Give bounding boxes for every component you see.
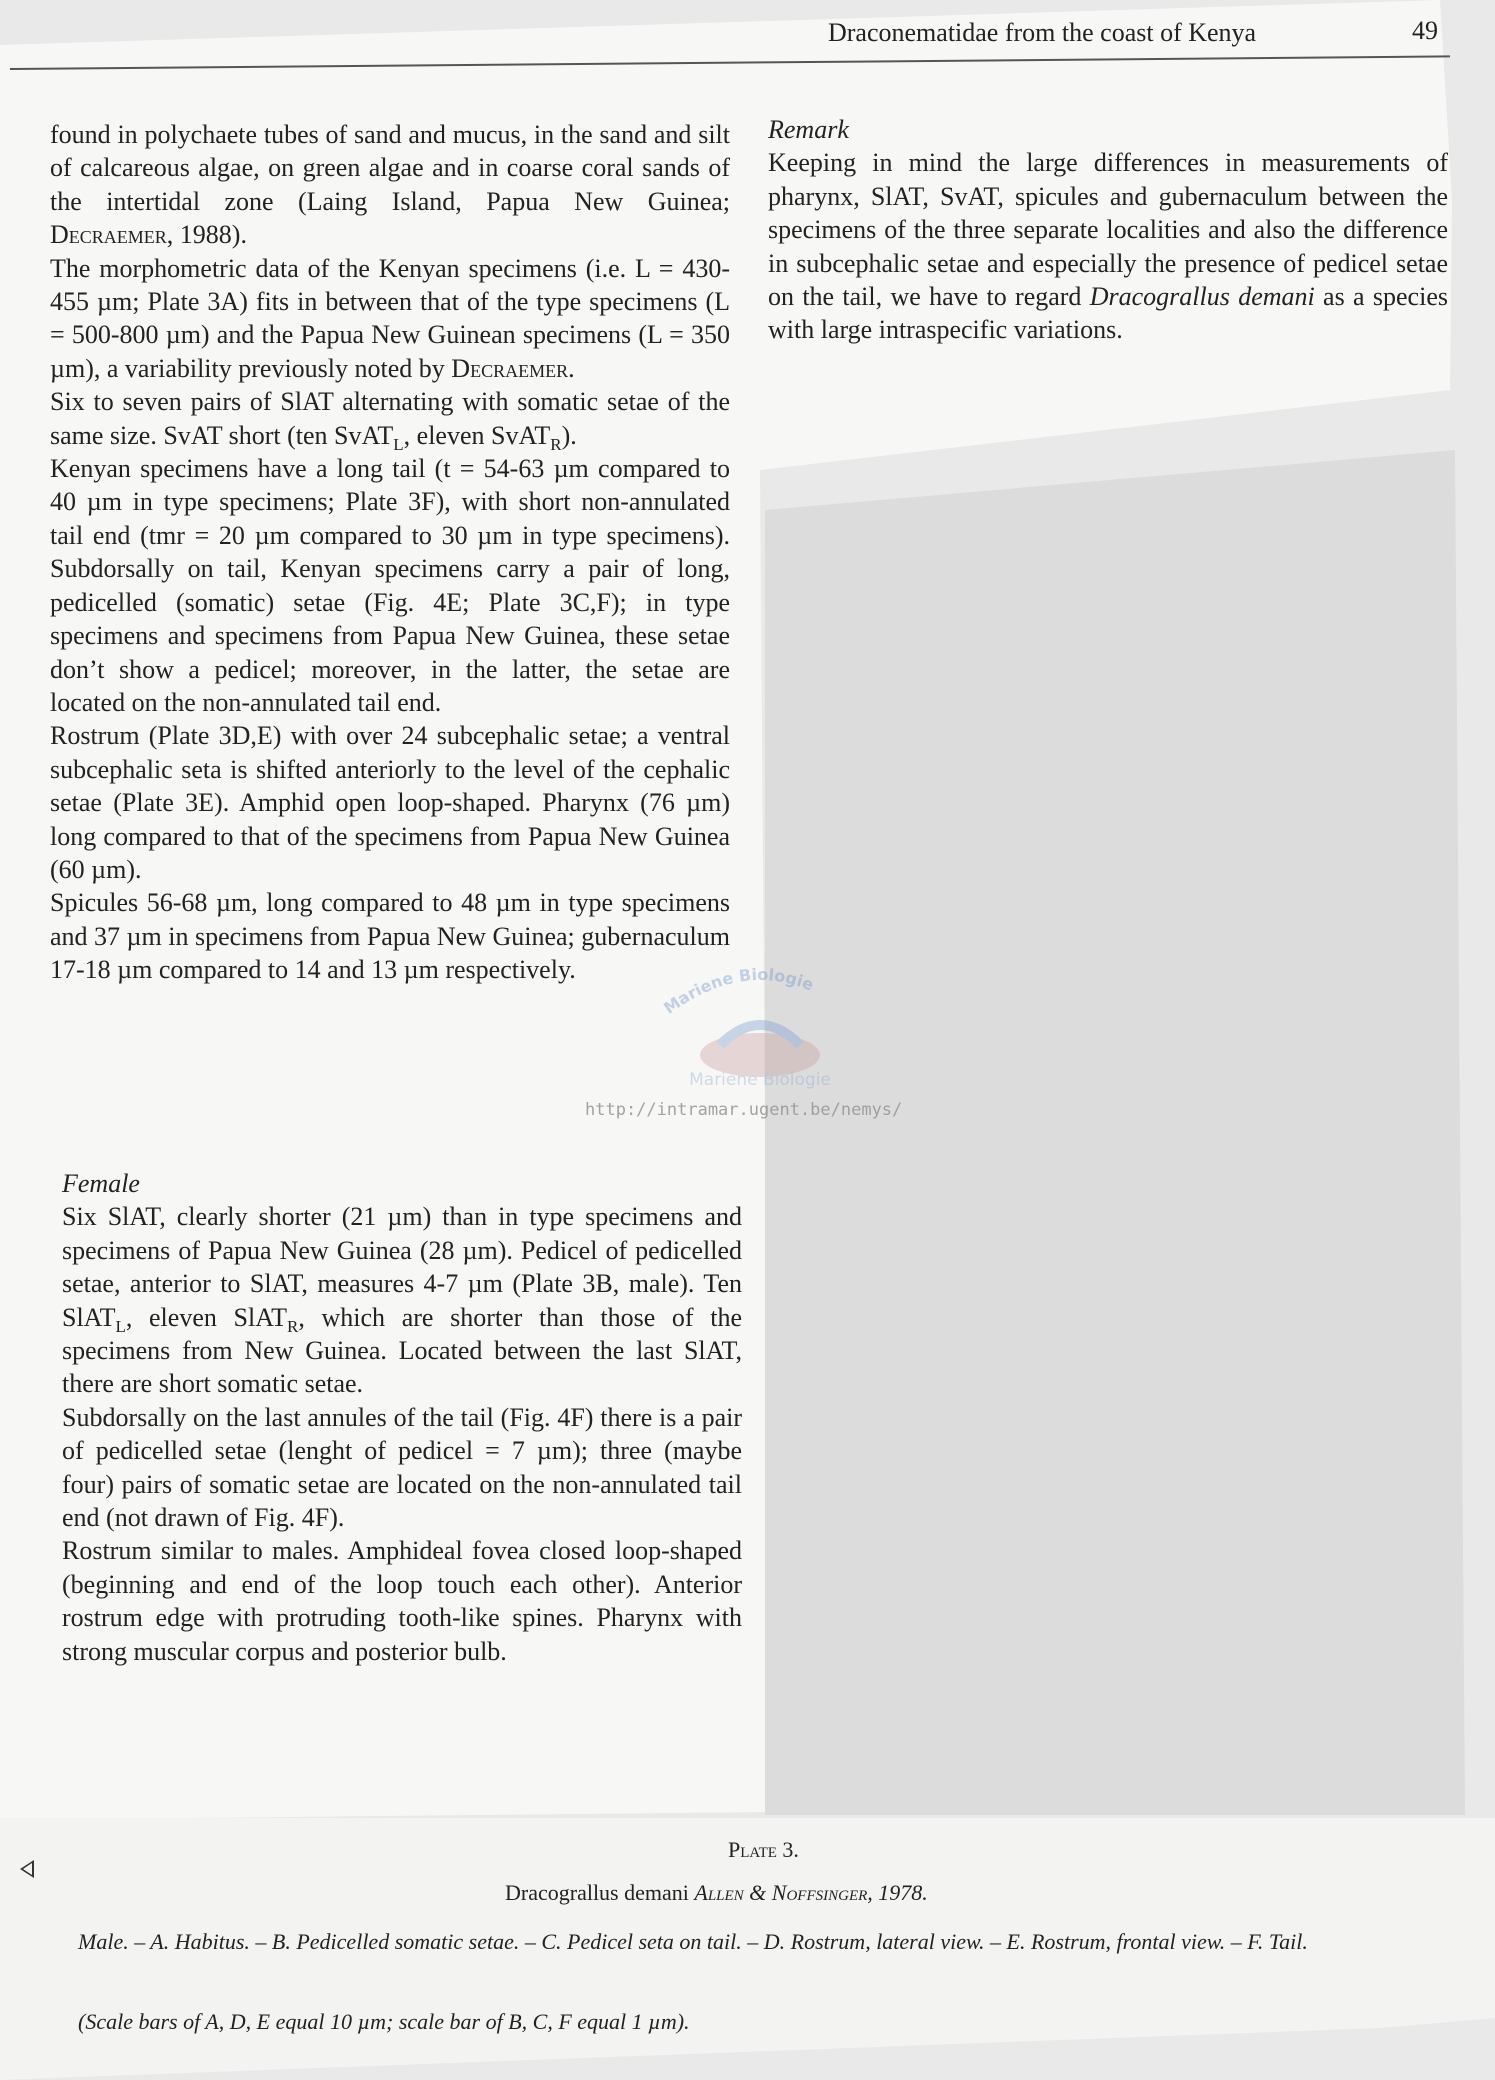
paragraph-habitat: found in polychaete tubes of sand and mucus, in the sand and silt of calcareous algae, on green algae and in coarse coral sands of the intertidal zone (Laing Island, Papua New Guinea; Decraemer, 1988). — [50, 120, 730, 250]
watermark-top-text: Mariene Biologie — [660, 964, 817, 1018]
right-column — [768, 113, 1448, 347]
plate-label: Plate 3. — [728, 1837, 799, 1862]
watermark-bottom-text: Mariene Biologie — [689, 1070, 831, 1090]
paragraph-morphometrics: The morphometric data of the Kenyan specimens (i.e. L = 430-455 µm; Plate 3A) fits in between that of the type specimens (L = 500-800 µm) and the Papua New Guinean specimens (L = 350 µm), a variability previously noted by Decraemer. — [50, 253, 730, 383]
paragraph-female-rostrum: Rostrum similar to males. Amphideal fovea closed loop-shaped (beginning and end of the loop touch each other). Anterior rostrum edge with protruding tooth-like spines. Pharynx with strong muscular corpus and posterior bulb. — [62, 1536, 742, 1666]
paragraph-female-tail: Subdorsally on the last annules of the tail (Fig. 4F) there is a pair of pedicelled setae (lenght of pedicel = 7 µm); three (maybe four) pairs of somatic setae are located on the non-annulated tail end (not drawn of Fig. 4F). — [62, 1402, 742, 1533]
paragraph-spicules: Spicules 56-68 µm, long compared to 48 µm in type specimens and 37 µm in specimens from Papua New Guinea; gubernaculum 17-18 µm compared to 14 and 13 µm respectively. — [50, 888, 730, 985]
plate-description: Male. – A. Habitus. – B. Pedicelled somatic setae. – C. Pedicel seta on tail. – D. Rostrum, lateral view. – E. Rostrum, frontal view. – F. Tail. — [78, 1929, 1308, 1954]
scale-note: (Scale bars of A, D, E equal 10 µm; scale bar of B, C, F equal 1 µm). — [78, 2009, 690, 2034]
watermark-logo — [585, 945, 935, 1115]
watermark-url: http://intramar.ugent.be/nemys/ — [585, 1100, 903, 1120]
triangle-left-icon — [20, 1860, 34, 1878]
left-column — [50, 118, 730, 987]
paragraph-rostrum: Rostrum (Plate 3D,E) with over 24 subcephalic setae; a ventral subcephalic seta is shifted anteriorly to the level of the cephalic setae (Plate 3E). Amphid open loop-shaped. Pharynx (76 µm) long compared to that of the specimens from Papua New Guinea (60 µm). — [50, 721, 730, 884]
page-number: 49 — [1412, 16, 1438, 45]
remark-heading: Remark — [768, 115, 849, 144]
female-heading: Female — [62, 1169, 140, 1198]
blank-scan-area — [765, 450, 1465, 1815]
plate-species: Dracograllus demani Allen & Noffsinger, 1978. — [505, 1880, 928, 1905]
female-section — [62, 1167, 742, 1668]
running-header: Draconematidae from the coast of Kenya — [828, 18, 1257, 47]
svg-text:Mariene Biologie — [660, 965, 816, 1018]
paragraph-slat: Six to seven pairs of SlAT alternating with somatic setae of the same size. SvAT short (ten SvAT$_L$, eleven SvAT$_R$). — [50, 387, 730, 454]
paragraph-remark: Keeping in mind the large differences in measurements of pharynx, SlAT, SvAT, spicules and gubernaculum between the specimens of the three separate localities and also the difference in subcephalic setae and especially the presence of pedicel setae on the tail, we have to regard Dracograllus demani as a species with large intraspecific variations. — [768, 148, 1448, 345]
paragraph-tail: Kenyan specimens have a long tail (t = 54-63 µm compared to 40 µm in type specimens; Plate 3F), with short non-annulated tail end (tmr = 20 µm compared to 30 µm in type specimens). Subdorsally on tail, Kenyan specimens carry a pair of long, pedicelled (somatic) setae (Fig. 4E; Plate 3C,F); in type specimens and specimens from Papua New Guinea, these setae don’t show a pedicel; moreover, in the latter, the setae are located on the non-annulated tail end. — [50, 454, 730, 717]
paragraph-female-slat: Six SlAT, clearly shorter (21 µm) than in type specimens and specimens of Papua New Guinea (28 µm). Pedicel of pedicelled setae, anterior to SlAT, measures 4-7 µm (Plate 3B, male). Ten SlAT$_L$, eleven SlAT$_R$, which are shorter than those of the specimens from New Guinea. Located between the last SlAT, there are short somatic setae. — [62, 1202, 742, 1399]
